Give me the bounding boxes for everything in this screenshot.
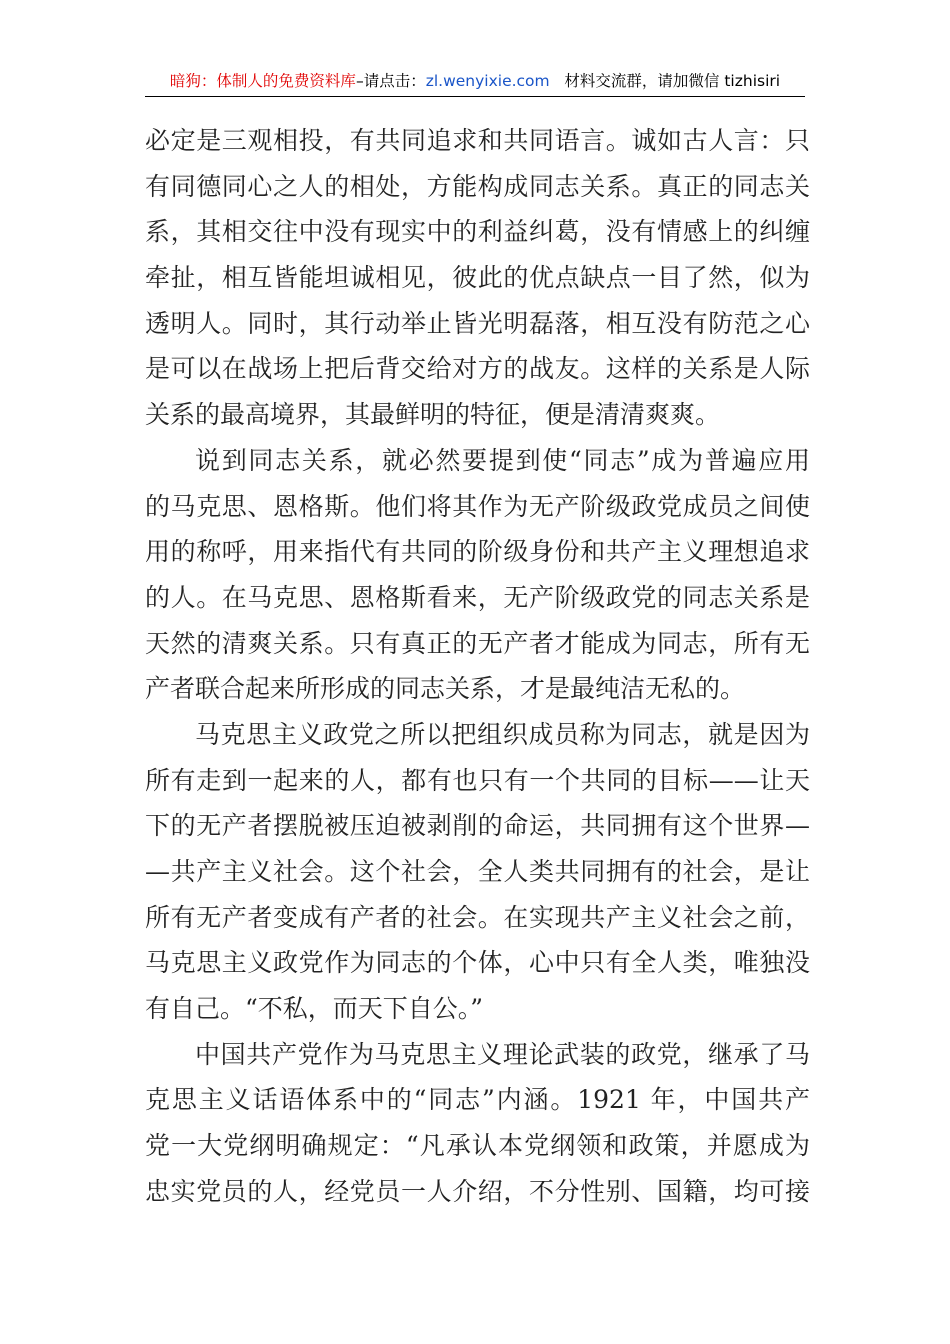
header-brand: 暗狗：体制人的免费资料库 [169,72,356,90]
header-url-link[interactable]: zl.wenyixie.com [425,72,550,90]
text-line: 马克思主义政党作为同志的个体，心中只有全人类，唯独没 [145,948,810,978]
text-line: 牵扯，相互皆能坦诚相见，彼此的优点缺点一目了然，似为 [145,263,810,293]
text-line: 透明人。同时，其行动举止皆光明磊落，相互没有防范之心 [145,308,810,338]
text-line: 的马克思、恩格斯。他们将其作为无产阶级政党成员之间使 [145,491,810,521]
text-line: 中国共产党作为马克思主义理论武装的政党，继承了马 [195,1039,810,1069]
paragraph [145,712,810,1032]
text-line: 产者联合起来所形成的同志关系，才是最纯洁无私的。 [145,674,746,704]
text-line: 说到同志关系，就必然要提到使“同志”成为普遍应用 [195,445,810,475]
paragraph [145,118,810,438]
text-line: 有同德同心之人的相处，方能构成同志关系。真正的同志关 [145,171,810,201]
text-line: 克思主义话语体系中的“同志”内涵。1921 年，中国共产 [145,1085,810,1115]
text-line: 的人。在马克思、恩格斯看来，无产阶级政党的同志关系是 [145,582,810,612]
text-line: 马克思主义政党之所以把组织成员称为同志，就是因为 [195,719,810,749]
page-header [145,66,805,97]
text-line: 系，其相交往中没有现实中的利益纠葛，没有情感上的纠缠 [145,217,810,247]
text-line: 所有走到一起来的人，都有也只有一个共同的目标——让天 [145,765,810,795]
text-line: 有自己。“不私，而天下自公。” [145,994,484,1024]
text-line: 党一大党纲明确规定：“凡承认本党纲领和政策，并愿成为 [145,1131,810,1161]
paragraph [145,1032,810,1215]
text-line: 关系的最高境界，其最鲜明的特征，便是清清爽爽。 [145,400,721,430]
paragraph [145,438,810,712]
document-body [145,118,810,1215]
text-line: —共产主义社会。这个社会，全人类共同拥有的社会，是让 [145,857,810,886]
text-line: 必定是三观相投，有共同追求和共同语言。诚如古人言：只 [145,126,810,155]
text-line: 天然的清爽关系。只有真正的无产者才能成为同志，所有无 [145,628,810,658]
text-line: 忠实党员的人，经党员一人介绍，不分性别、国籍，均可接 [145,1176,810,1206]
header-group-text: 材料交流群，请加微信 tizhisiri [564,72,781,90]
header-click-prompt: –请点击： [355,72,426,90]
text-line: 所有无产者变成有产者的社会。在实现共产主义社会之前， [145,902,810,932]
text-line: 用的称呼，用来指代有共同的阶级身份和共产主义理想追求 [145,537,810,567]
text-line: 下的无产者摆脱被压迫被剥削的命运，共同拥有这个世界— [145,811,810,841]
text-line: 是可以在战场上把后背交给对方的战友。这样的关系是人际 [145,354,810,384]
